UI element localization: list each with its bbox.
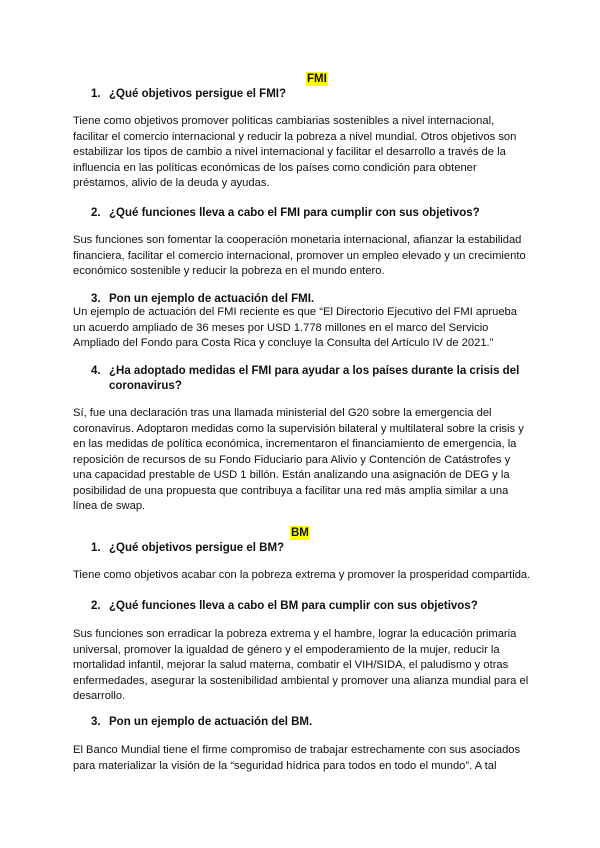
question-number: 2. xyxy=(91,207,101,219)
answer-fmi-2: Sus funciones son fomentar la cooperación monetaria internacional, afianzar la estabilidad financiera, facilitar el comercio internacional, promover un empleo elevado y un crecimiento económico sostenible y reducir la pobreza en el mundo entero. xyxy=(73,234,526,277)
question-number: 4. xyxy=(91,365,101,377)
question-bm-3 xyxy=(91,715,531,730)
question-number: 2. xyxy=(91,600,101,612)
question-fmi-1 xyxy=(91,87,531,102)
answer-bm-1: Tiene como objetivos acabar con la pobreza extrema y promover la prosperidad compartida. xyxy=(73,569,531,581)
question-text: ¿Qué funciones lleva a cabo el FMI para cumplir con sus objetivos? xyxy=(109,207,480,219)
question-text: Pon un ejemplo de actuación del BM. xyxy=(109,716,313,728)
answer-bm-3: El Banco Mundial tiene el firme compromiso de trabajar estrechamente con sus asociados para materializar la visión de la “seguridad hídrica para todos en todo el mundo”. A tal xyxy=(73,744,521,772)
question-number: 1. xyxy=(91,88,101,100)
question-text: ¿Qué objetivos persigue el BM? xyxy=(109,542,285,554)
question-bm-2 xyxy=(91,599,531,614)
section-heading-bm: BM xyxy=(291,527,309,539)
question-fmi-2 xyxy=(91,206,531,221)
question-text: ¿Ha adoptado medidas el FMI para ayudar a los países durante la crisis del coronavirus? xyxy=(109,365,520,392)
section-heading-fmi: FMI xyxy=(307,73,327,85)
question-fmi-4 xyxy=(91,364,531,394)
question-text: ¿Qué objetivos persigue el FMI? xyxy=(109,88,286,100)
answer-bm-2: Sus funciones son erradicar la pobreza extrema y el hambre, lograr la educación primaria universal, promover la igualdad de género y el empoderamiento de la mujer, reducir la mortalidad infantil, mejorar la salud materna, combatir el VIH/SIDA, el paludismo y otras enfermedades, asegurar la sostenibilidad ambiental y promover una alianza mundial para el desarrollo. xyxy=(73,628,529,702)
question-text: ¿Qué funciones lleva a cabo el BM para cumplir con sus objetivos? xyxy=(109,600,478,612)
answer-fmi-4: Sí, fue una declaración tras una llamada ministerial del G20 sobre la emergencia del coronavirus. Adoptaron medidas como la supervisión bilateral y multilateral sobre la crisis y en las medidas de política económica, incrementaron el financiamiento de emergencia, la reposición de recursos de su Fondo Fiduciario para Alivio y Contención de Catástrofes y una capacidad prestable de USD 1 billón. Están analizando una asignación de DEG y la posibilidad de una propuesta que contribuya a facilitar una red más amplia similar a una línea de swap. xyxy=(73,407,524,512)
question-number: 1. xyxy=(91,542,101,554)
question-bm-1 xyxy=(91,541,531,556)
question-number: 3. xyxy=(91,716,101,728)
answer-fmi-1: Tiene como objetivos promover políticas cambiarias sostenibles a nivel internacional, facilitar el comercio internacional y reducir la pobreza a nivel mundial. Otros objetivos son estabilizar los tipos de cambio a nivel internacional y facilitar el desarrollo a través de la influencia en las políticas económicas de los países como condición para obtener préstamos, alivio de la deuda y ayudas. xyxy=(73,115,517,189)
question-text: Pon un ejemplo de actuación del FMI. xyxy=(109,293,315,305)
answer-fmi-3: Un ejemplo de actuación del FMI reciente es que “El Directorio Ejecutivo del FMI aprueba un acuerdo ampliado de 36 meses por USD 1.778 millones en el marco del Servicio Ampliado del Fondo para Costa Rica y concluye la Consulta del Artículo IV de 2021.” xyxy=(73,306,517,349)
question-number: 3. xyxy=(91,293,101,305)
